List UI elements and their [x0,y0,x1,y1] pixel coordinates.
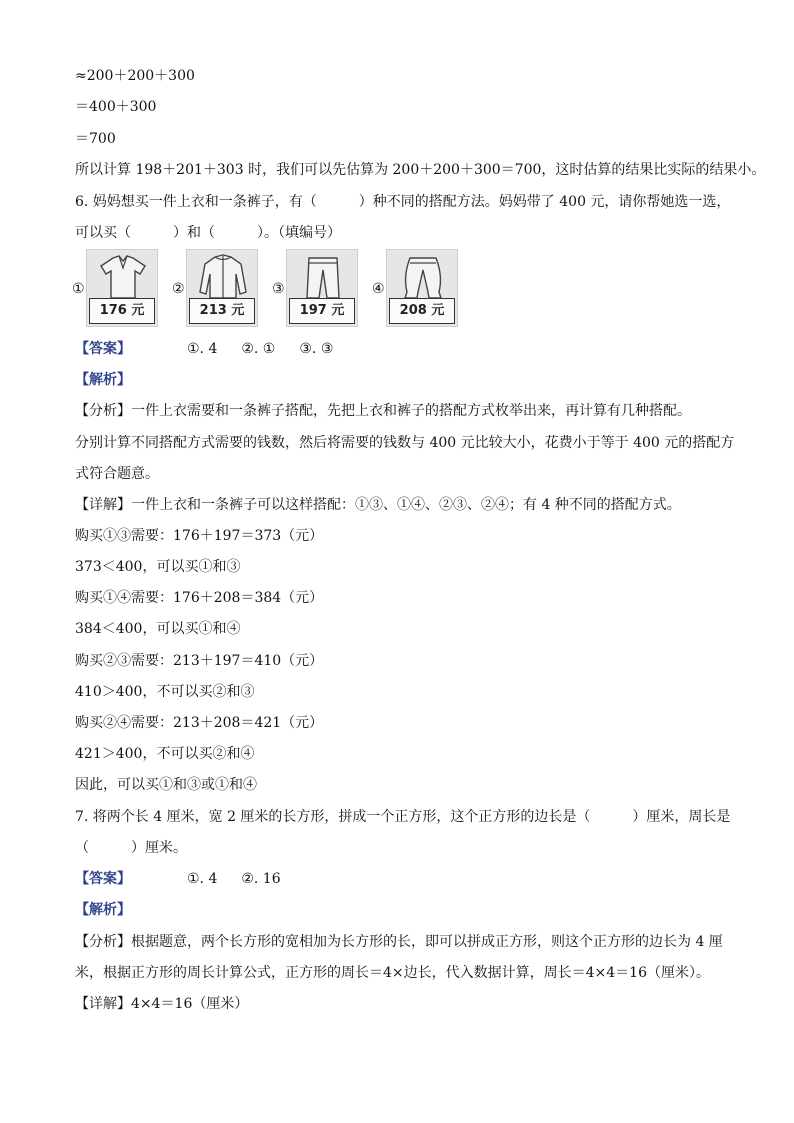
detail-step: 410＞400，不可以买②和③ [75,684,255,700]
pants-icon [395,252,451,300]
price-tag: 208 元 [389,298,455,324]
product-card [86,249,158,327]
jacket-icon [195,252,251,300]
analysis-text: 式符合题意。 [75,466,159,482]
product-number: ③ [272,281,285,297]
detail-step: 421＞400，不可以买②和④ [75,746,255,762]
detail-text [75,995,248,1013]
analysis-text [75,402,691,420]
detail-step: 购买①③需要：176＋197＝373（元） [75,528,324,544]
text-line: 所以计算 198＋201＋303 时，我们可以先估算为 200＋200＋300＝700，这时估算的结果比实际的结果小。 [75,162,766,178]
text-line: ≈200＋200＋300 [75,68,195,84]
detail-tag: 【详解】 [75,996,131,1012]
price-tag: 197 元 [289,298,355,324]
product-1 [72,249,172,329]
answer-row [75,870,281,888]
tshirt-icon [95,252,151,300]
answer-tag: 【答案】 [75,341,131,357]
product-images [72,249,472,329]
text-line: ＝700 [75,131,116,147]
detail-step: 购买①④需要：176＋208＝384（元） [75,590,324,606]
detail-body: 一件上衣和一条裤子可以这样搭配：①③、①④、②③、②④；有 4 种不同的搭配方式。 [131,497,681,513]
detail-text [75,496,681,514]
text-line: ＝400＋300 [75,99,157,115]
answer-item: ②. 16 [241,871,281,887]
price-tag: 213 元 [189,298,255,324]
question-7-text: 7. 将两个长 4 厘米，宽 2 厘米的长方形，拼成一个正方形，这个正方形的边长是（ ）厘米，周长是 [75,809,731,825]
product-3 [272,249,372,329]
product-4 [372,249,472,329]
product-2 [172,249,272,329]
analysis-heading: 【解析】 [75,902,131,918]
detail-step: 购买②④需要：213＋208＝421（元） [75,715,324,731]
analysis-heading: 【解析】 [75,372,131,388]
question-6-text: 可以买（ ）和（ ）。（填编号） [75,225,341,241]
detail-step: 因此，可以买①和③或①和④ [75,777,257,793]
product-number: ① [72,281,85,297]
answer-row [75,340,333,358]
detail-tag: 【详解】 [75,497,131,513]
product-card [186,249,258,327]
question-7-text: （ ）厘米。 [75,840,187,856]
answer-item: ③. ③ [299,341,334,357]
analysis-text: 米，根据正方形的周长计算公式，正方形的周长＝4×边长，代入数据计算，周长＝4×4＝16（厘米）。 [75,965,710,981]
price-tag: 176 元 [89,298,155,324]
answer-item: ①. 4 [187,871,218,887]
analysis-text: 分别计算不同搭配方式需要的钱数，然后将需要的钱数与 400 元比较大小，花费小于等于 400 元的搭配方 [75,435,735,451]
question-6-text: 6. 妈妈想买一件上衣和一条裤子，有（ ）种不同的搭配方法。妈妈带了 400 元，请你帮她选一选， [75,194,731,210]
answer-item: ①. 4 [187,341,218,357]
detail-step: 384＜400，可以买①和④ [75,621,241,637]
product-card [286,249,358,327]
detail-step: 373＜400，可以买①和③ [75,559,241,575]
analysis-tag: 【分析】 [75,934,131,950]
product-card [386,249,458,327]
product-number: ② [172,281,185,297]
detail-body: 4×4＝16（厘米） [131,996,249,1012]
analysis-body: 根据题意，两个长方形的宽相加为长方形的长，即可以拼成正方形，则这个正方形的边长为 4 厘 [131,934,723,950]
trousers-icon [295,252,351,300]
detail-step: 购买②③需要：213＋197＝410（元） [75,653,324,669]
product-number: ④ [372,281,385,297]
analysis-text [75,933,723,951]
analysis-body: 一件上衣需要和一条裤子搭配，先把上衣和裤子的搭配方式枚举出来，再计算有几种搭配。 [131,403,691,419]
answer-item: ②. ① [241,341,276,357]
answer-tag: 【答案】 [75,871,131,887]
analysis-tag: 【分析】 [75,403,131,419]
